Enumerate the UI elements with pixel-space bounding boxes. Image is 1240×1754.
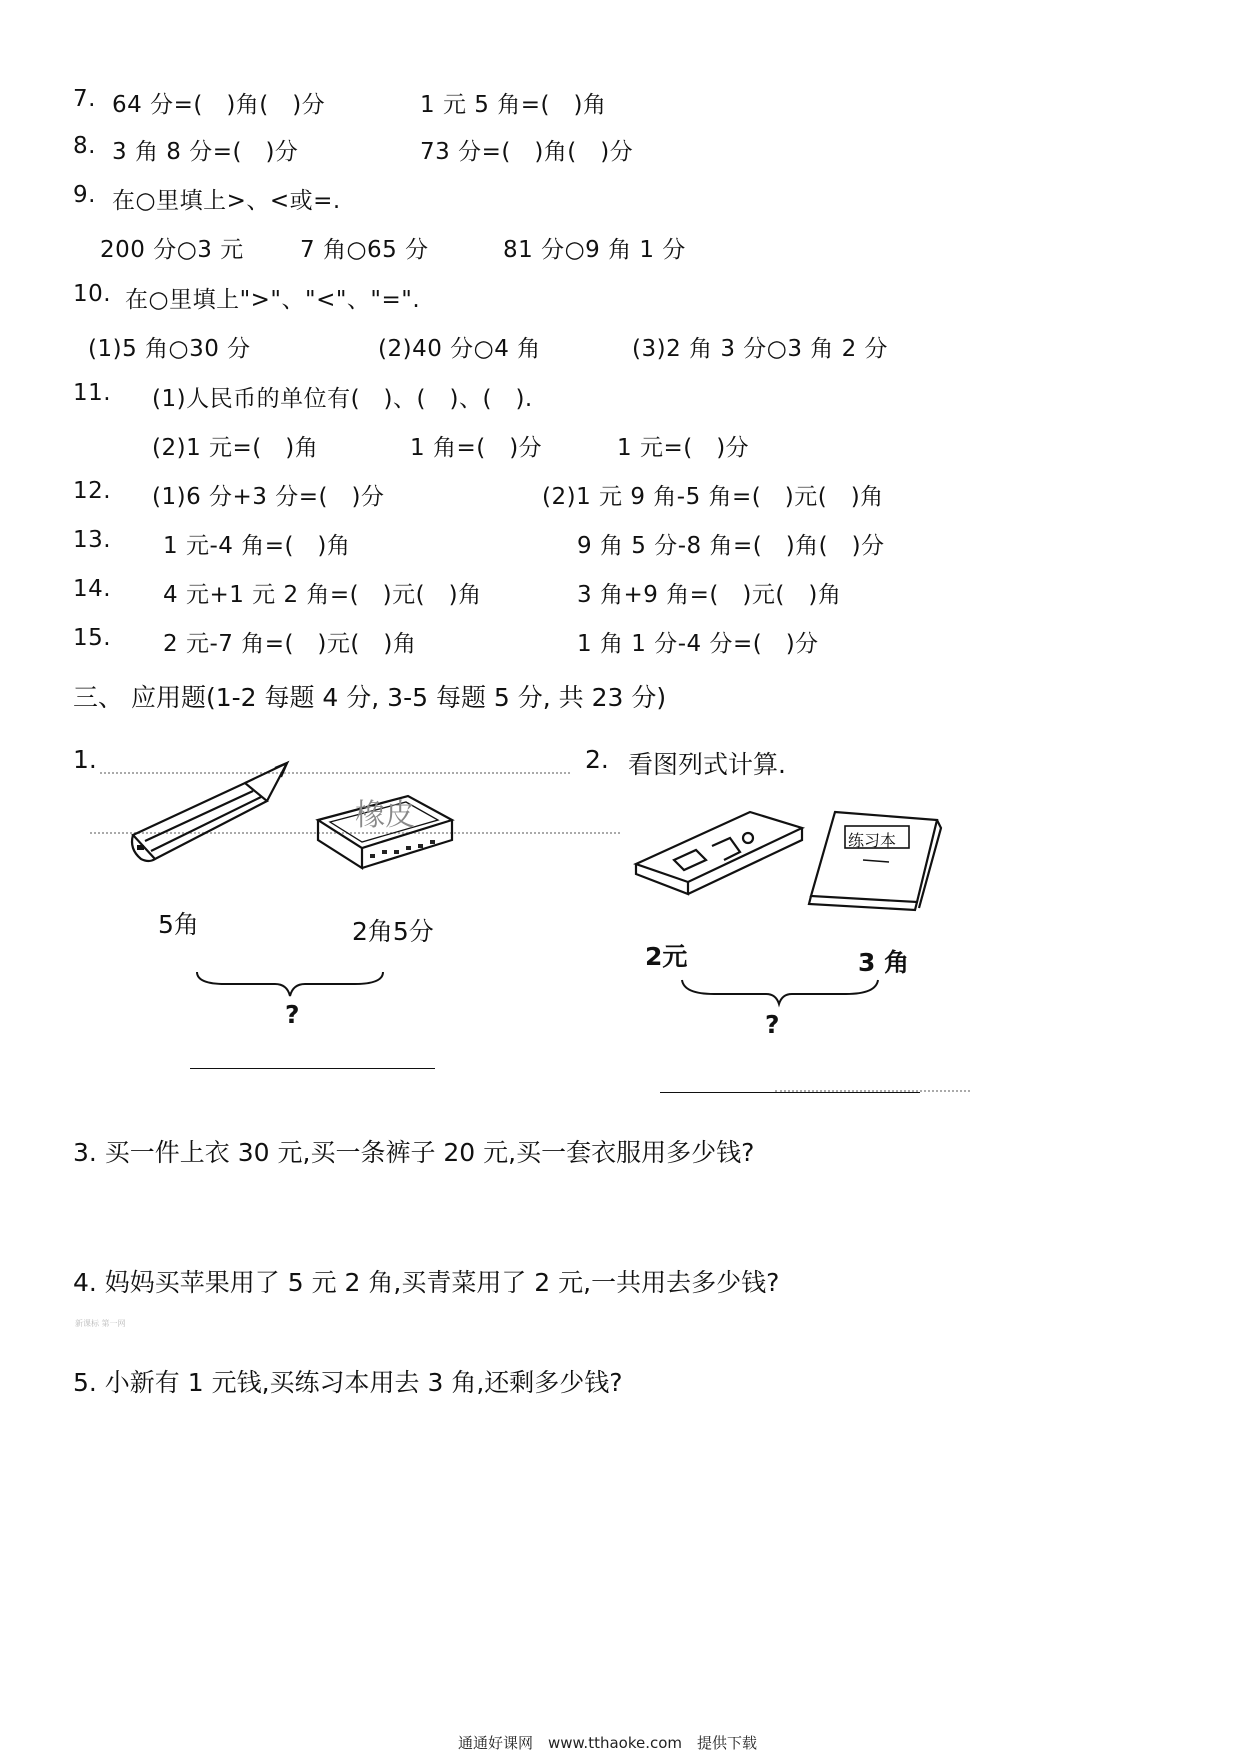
q11-line1: (1)人民币的单位有( )、( )、( ). (152, 386, 533, 412)
q11-part-b: 1 角=( )分 (410, 435, 543, 461)
q11-number: 11. (73, 380, 112, 406)
q15-number: 15. (73, 625, 112, 651)
dotted-line (775, 1090, 970, 1092)
book-price: 3 角 (858, 948, 910, 977)
eraser-price: 2角5分 (352, 917, 434, 946)
q7-part-b: 1 元 5 角=( )角 (420, 92, 607, 118)
answer-line-2 (660, 1092, 920, 1093)
q14-part-b: 3 角+9 角=( )元( )角 (577, 582, 842, 608)
exercise-book-image (805, 808, 945, 910)
pencil-case-image (630, 808, 810, 898)
q10-part-c: (3)2 角 3 分○3 角 2 分 (632, 336, 889, 362)
q14-number: 14. (73, 576, 112, 602)
q8-part-a: 3 角 8 分=( )分 (112, 139, 299, 165)
problem-4: 4. 妈妈买苹果用了 5 元 2 角,买青菜用了 2 元,一共用去多少钱? (73, 1268, 780, 1297)
q8-number: 8. (73, 133, 96, 159)
pencil-case-price: 2元 (645, 942, 688, 971)
q10-number: 10. (73, 281, 112, 307)
q9-number: 9. (73, 182, 96, 208)
q10-part-b: (2)40 分○4 角 (378, 336, 541, 362)
answer-line-1 (190, 1068, 435, 1069)
pencil-price: 5角 (158, 910, 199, 939)
q7-part-a: 64 分=( )角( )分 (112, 92, 326, 118)
q10-title: 在○里填上">"、"<"、"=". (125, 287, 421, 313)
q15-part-b: 1 角 1 分-4 分=( )分 (577, 631, 819, 657)
small-watermark-text: 新课标 第一网 (75, 1319, 126, 1328)
q7-number: 7. (73, 86, 96, 112)
q14-part-a: 4 元+1 元 2 角=( )元( )角 (163, 582, 482, 608)
problem-2-instruction: 看图列式计算. (628, 750, 786, 779)
problem-2-number: 2. (585, 745, 609, 774)
q9-part-c: 81 分○9 角 1 分 (503, 237, 686, 263)
q9-title: 在○里填上>、<或=. (112, 188, 341, 214)
q13-part-a: 1 元-4 角=( )角 (163, 533, 351, 559)
q11-part-a: (2)1 元=( )角 (152, 435, 319, 461)
problem-5: 5. 小新有 1 元钱,买练习本用去 3 角,还剩多少钱? (73, 1368, 623, 1397)
book-cover-text: 练习本 (848, 831, 897, 850)
problem-1-number: 1. (73, 745, 97, 774)
brace-1 (195, 970, 385, 998)
pencil-image (125, 755, 295, 875)
q15-part-a: 2 元-7 角=( )元( )角 (163, 631, 417, 657)
q12-part-b: (2)1 元 9 角-5 角=( )元( )角 (542, 484, 884, 510)
q10-part-a: (1)5 角○30 分 (88, 336, 251, 362)
q8-part-b: 73 分=( )角( )分 (420, 139, 634, 165)
q12-number: 12. (73, 478, 112, 504)
page-footer: 通通好课网 www.tthaoke.com 提供下载 (458, 1734, 758, 1752)
eraser-text: 橡皮 (355, 798, 415, 833)
q13-part-b: 9 角 5 分-8 角=( )角( )分 (577, 533, 885, 559)
q12-part-a: (1)6 分+3 分=( )分 (152, 484, 385, 510)
q11-part-c: 1 元=( )分 (617, 435, 750, 461)
section-3-title: 三、 应用题(1-2 每题 4 分, 3-5 每题 5 分, 共 23 分) (73, 683, 667, 712)
brace-2 (680, 978, 880, 1006)
q13-number: 13. (73, 527, 112, 553)
q9-part-b: 7 角○65 分 (300, 237, 429, 263)
problem-3: 3. 买一件上衣 30 元,买一条裤子 20 元,买一套衣服用多少钱? (73, 1138, 755, 1167)
question-mark-1: ? (285, 1000, 300, 1029)
q9-part-a: 200 分○3 元 (100, 237, 244, 263)
question-mark-2: ? (765, 1010, 780, 1039)
